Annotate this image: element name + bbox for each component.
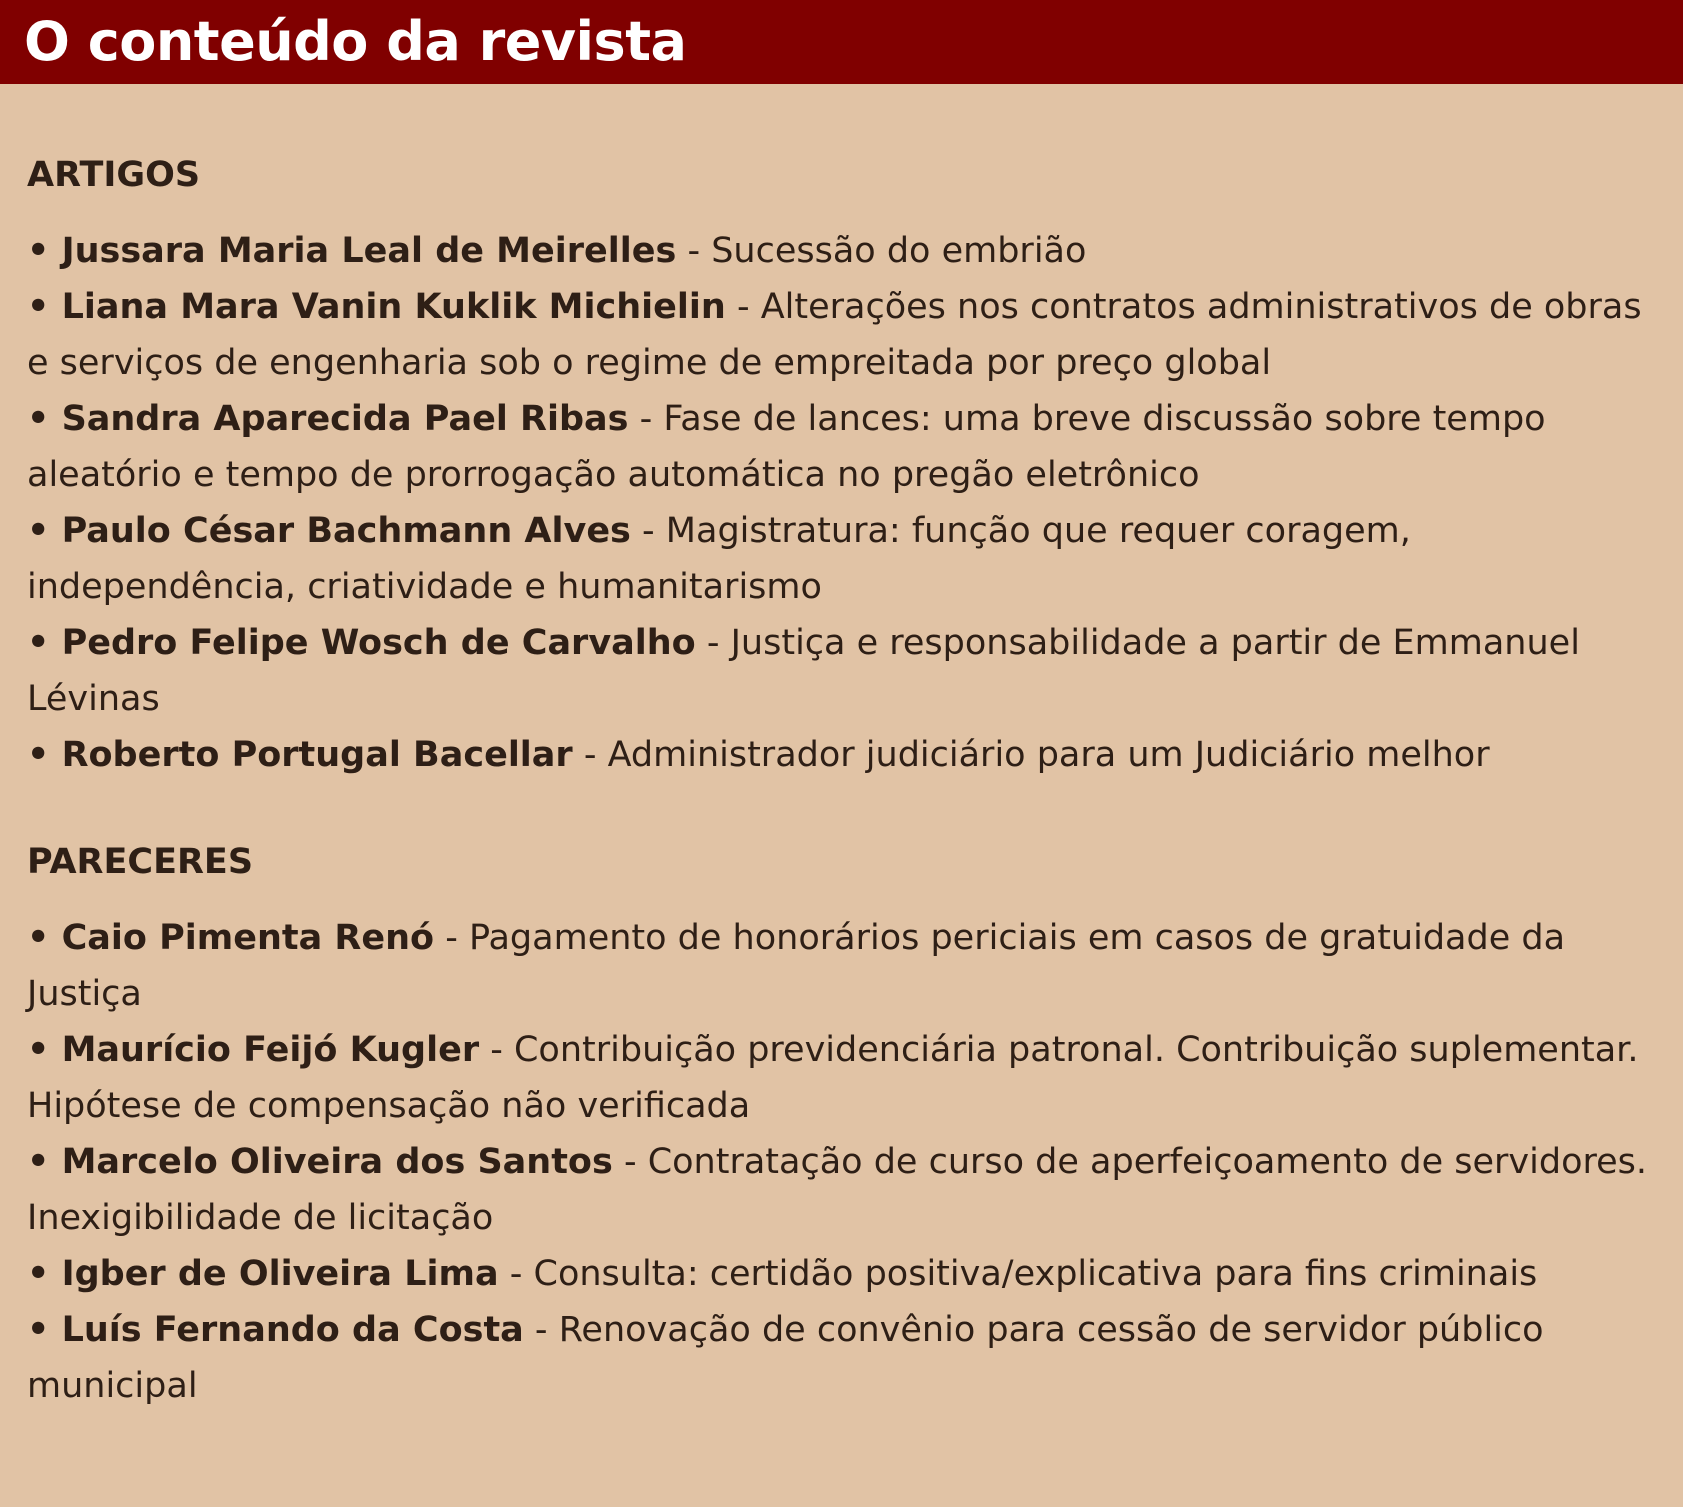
list-item — [27, 1022, 1656, 1134]
page-title: O conteúdo da revista — [24, 10, 687, 73]
list-item — [27, 391, 1656, 503]
author-name: Luís Fernando da Costa — [61, 1310, 524, 1350]
separator: - — [572, 735, 608, 775]
author-name: Marcelo Oliveira dos Santos — [61, 1142, 613, 1182]
separator: - — [695, 623, 731, 663]
item-topic: Magistratura: função que requer coragem, independência, criatividade e humanitarismo — [27, 511, 1411, 607]
item-topic: Sucessão do embrião — [711, 231, 1087, 271]
bullet-icon: • — [27, 511, 62, 551]
separator: - — [630, 511, 666, 551]
bullet-icon: • — [27, 1310, 62, 1350]
separator: - — [628, 399, 664, 439]
item-topic: Contribuição previdenciária patronal. Contribuição suplementar. Hipótese de compensação não verificada — [27, 1030, 1639, 1126]
bullet-icon: • — [27, 1030, 62, 1070]
list-item — [27, 1134, 1656, 1246]
author-name: Roberto Portugal Bacellar — [61, 735, 573, 775]
list-item — [27, 910, 1656, 1022]
list-item — [27, 1302, 1656, 1414]
bullet-icon: • — [27, 623, 62, 663]
opinion-list — [27, 910, 1656, 1414]
bullet-icon: • — [27, 1254, 62, 1294]
bullet-icon: • — [27, 735, 62, 775]
section-title: ARTIGOS — [27, 155, 201, 195]
separator: - — [725, 287, 761, 327]
article-list — [27, 223, 1656, 783]
item-topic: Alterações nos contratos administrativos de obras e serviços de engenharia sob o regime de empreitada por preço global — [27, 287, 1642, 383]
item-topic: Pagamento de honorários periciais em casos de gratuidade da Justiça — [27, 918, 1566, 1014]
section-artigos — [27, 155, 1656, 783]
item-topic: Justiça e responsabilidade a partir de Emmanuel Lévinas — [27, 623, 1580, 719]
section-pareceres — [27, 842, 1656, 1414]
list-item — [27, 223, 1656, 279]
separator: - — [676, 231, 712, 271]
separator: - — [434, 918, 469, 958]
list-item — [27, 1246, 1656, 1302]
author-name: Caio Pimenta Renó — [61, 918, 435, 958]
item-topic: Contratação de curso de aperfeiçoamento de servidores. Inexigibilidade de licitação — [27, 1142, 1647, 1238]
list-item — [27, 503, 1656, 615]
separator: - — [612, 1142, 648, 1182]
header-bar — [0, 0, 1683, 84]
bullet-icon: • — [27, 287, 62, 327]
content-area — [0, 84, 1683, 1414]
item-topic: Consulta: certidão positiva/explicativa para fins criminais — [533, 1254, 1538, 1294]
bullet-icon: • — [27, 399, 62, 439]
bullet-icon: • — [27, 231, 62, 271]
item-topic: Fase de lances: uma breve discussão sobre tempo aleatório e tempo de prorrogação automática no pregão eletrônico — [27, 399, 1546, 495]
list-item — [27, 727, 1656, 783]
author-name: Paulo César Bachmann Alves — [61, 511, 631, 551]
separator: - — [523, 1310, 559, 1350]
section-title: PARECERES — [27, 842, 254, 882]
separator: - — [498, 1254, 534, 1294]
author-name: Jussara Maria Leal de Meirelles — [61, 231, 677, 271]
list-item — [27, 615, 1656, 727]
bullet-icon: • — [27, 918, 62, 958]
author-name: Sandra Aparecida Pael Ribas — [61, 399, 629, 439]
author-name: Maurício Feijó Kugler — [61, 1030, 480, 1070]
item-topic: Administrador judiciário para um Judiciário melhor — [607, 735, 1490, 775]
author-name: Liana Mara Vanin Kuklik Michielin — [61, 287, 726, 327]
item-topic: Renovação de convênio para cessão de servidor público municipal — [27, 1310, 1544, 1406]
author-name: Igber de Oliveira Lima — [61, 1254, 499, 1294]
list-item — [27, 279, 1656, 391]
bullet-icon: • — [27, 1142, 62, 1182]
author-name: Pedro Felipe Wosch de Carvalho — [61, 623, 696, 663]
separator: - — [479, 1030, 514, 1070]
